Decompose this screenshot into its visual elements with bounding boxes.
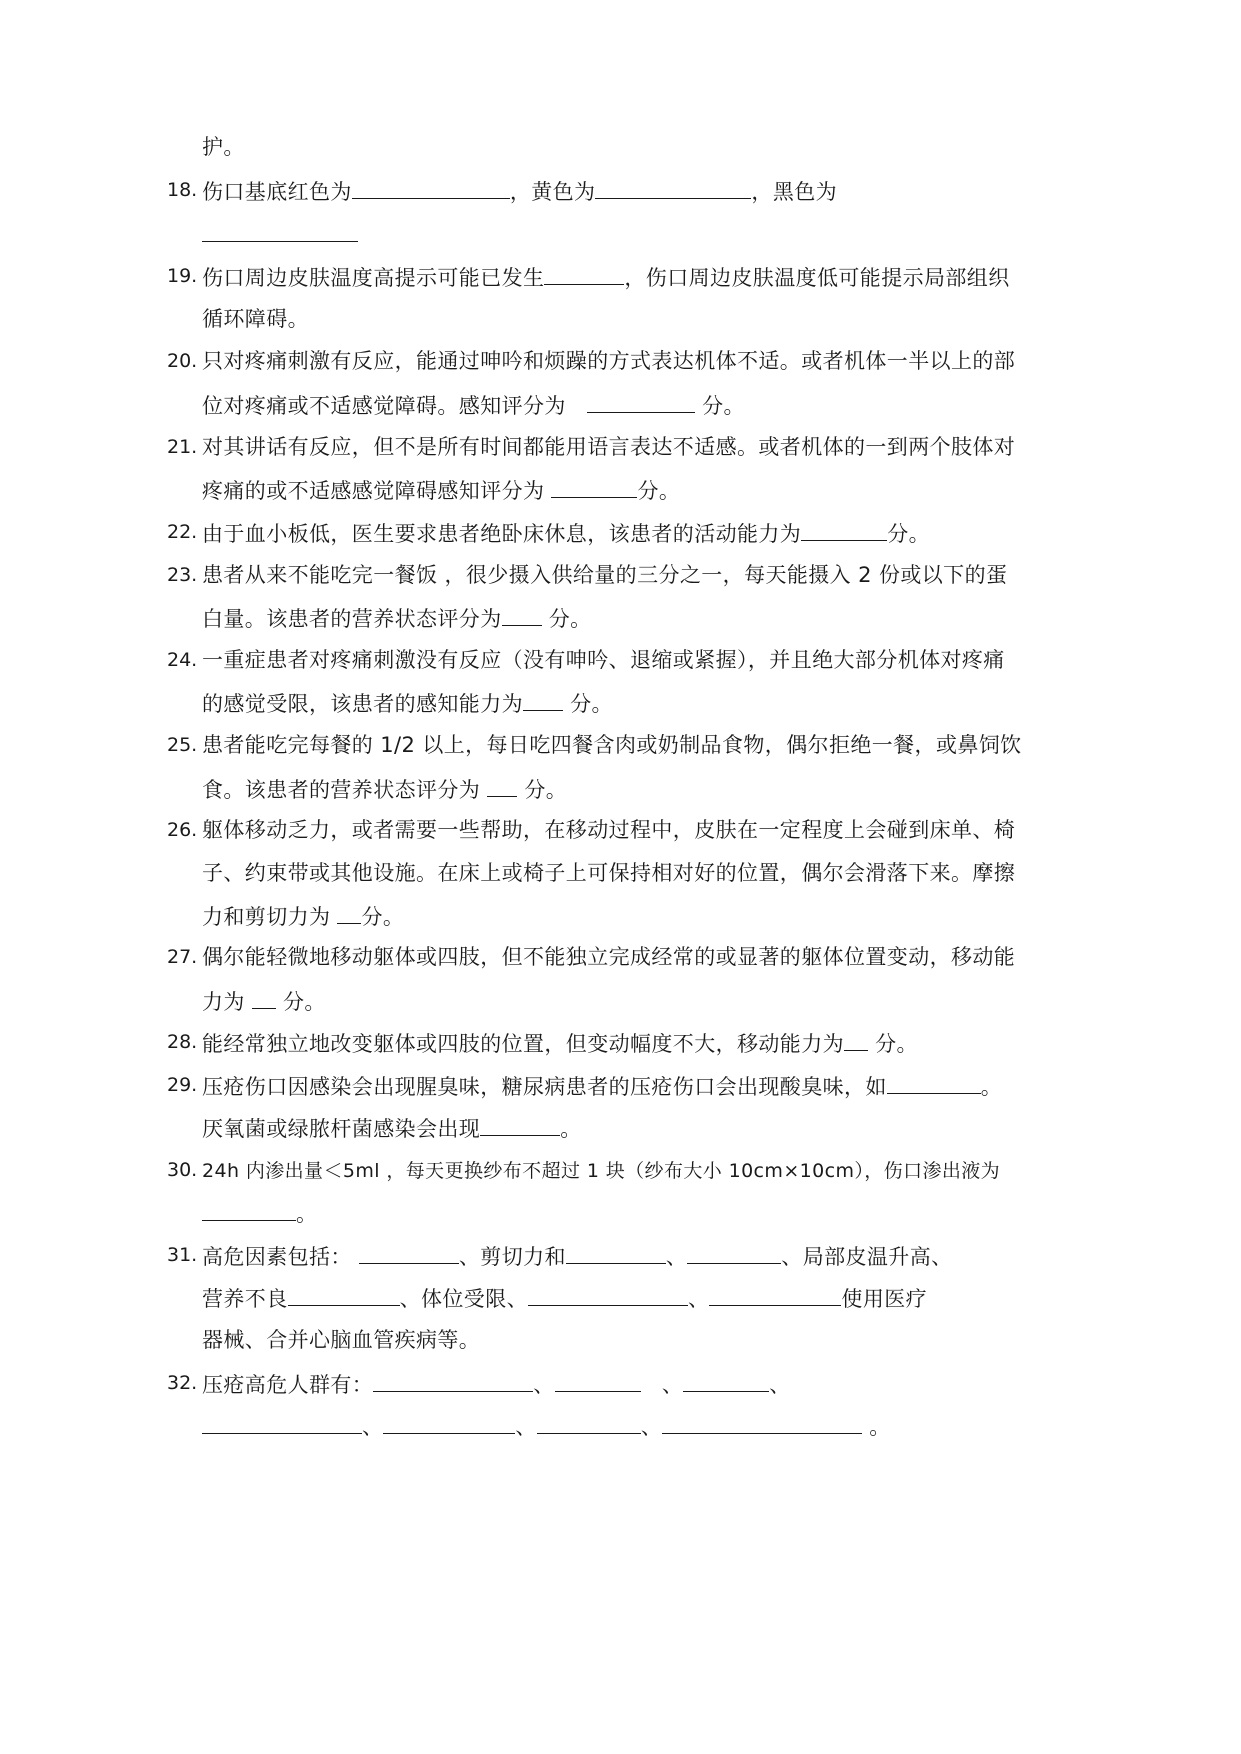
q29-text-2: 。 <box>980 1075 1003 1099</box>
answer-blank[interactable] <box>523 688 563 711</box>
q21-text-1: 对其讲话有反应，但不是所有时间都能用语言表达不适感。或者机体的一到两个肢体对 <box>202 435 1016 459</box>
q31-text-4: 、局部皮温升高、 <box>781 1245 953 1269</box>
answer-blank[interactable] <box>487 774 517 797</box>
q23-text-1: 患者从来不能吃完一餐饭 ，很少摄入供给量的三分之一，每天能摄入 2 份或以下的蛋 <box>202 563 1008 587</box>
question-24-line-1 <box>202 646 1005 674</box>
question-number-26: 26. <box>167 819 198 841</box>
q32-text-4: 、 <box>769 1373 791 1397</box>
question-20-line-1 <box>202 347 1015 375</box>
q31-text-3: 、 <box>665 1245 688 1269</box>
question-26-line-1 <box>202 816 1015 844</box>
q25-text-3: 分。 <box>524 778 568 802</box>
answer-blank[interactable] <box>352 176 510 199</box>
question-number-20: 20. <box>167 350 198 372</box>
q30-text-2: 。 <box>296 1202 318 1226</box>
question-18-line-2 <box>202 219 358 249</box>
answer-blank[interactable] <box>587 390 695 413</box>
q19-text-2: ，伤口周边皮肤温度低可能提示局部组织 <box>624 266 1010 290</box>
q28-text-1: 能经常独立地改变躯体或四肢的位置，但变动幅度不大，移动能力为 <box>202 1032 844 1056</box>
question-number-23: 23. <box>167 564 198 586</box>
q32-text-1: 压疮高危人群有： <box>202 1373 374 1397</box>
q26-text-1: 躯体移动乏力，或者需要一些帮助，在移动过程中，皮肤在一定程度上会碰到床单、椅 <box>202 818 1016 842</box>
question-27-line-2 <box>202 986 326 1016</box>
q21-text-2: 疼痛的或不适感感觉障碍感知评分为 <box>202 479 545 503</box>
answer-blank[interactable] <box>373 1369 533 1392</box>
q27-text-1: 偶尔能轻微地移动躯体或四肢，但不能独立完成经常的或显著的躯体位置变动，移动能 <box>202 945 1016 969</box>
answer-blank[interactable] <box>709 1283 841 1306</box>
q31-text-5: 营养不良 <box>202 1287 288 1311</box>
q20-text-1: 只对疼痛刺激有反应，能通过呻吟和烦躁的方式表达机体不适。或者机体一半以上的部 <box>202 349 1016 373</box>
question-number-31: 31. <box>167 1244 198 1266</box>
q18-text-1: 伤口基底红色为 <box>202 180 352 204</box>
q29-text-3: 厌氧菌或绿脓杆菌感染会出现 <box>202 1117 481 1141</box>
answer-blank[interactable] <box>359 1241 459 1264</box>
q32-text-7: 、 <box>640 1415 663 1439</box>
answer-blank[interactable] <box>252 986 276 1009</box>
q23-text-2: 白量。该患者的营养状态评分为 <box>202 607 502 631</box>
q30-text-1: 24h 内渗出量＜5ml ，每天更换纱布不超过 1 块（纱布大小 10cm×10cm），伤口渗出液为 <box>202 1160 1001 1182</box>
question-number-19: 19. <box>167 265 198 287</box>
answer-blank[interactable] <box>537 1411 641 1434</box>
question-20-line-2 <box>202 390 745 420</box>
question-number-22: 22. <box>167 521 198 543</box>
q31-text-1: 高危因素包括： <box>202 1245 352 1269</box>
q24-text-3: 分。 <box>570 692 613 716</box>
question-23-line-1 <box>202 561 1007 589</box>
q26-text-2: 子、约束带或其他设施。在床上或椅子上可保持相对好的位置，偶尔会滑落下来。摩擦 <box>202 861 1016 885</box>
question-31-line-1 <box>202 1241 953 1271</box>
answer-blank[interactable] <box>683 1369 769 1392</box>
q20-text-2: 位对疼痛或不适感觉障碍。感知评分为 <box>202 394 566 418</box>
question-25-line-2 <box>202 774 567 804</box>
q23-text-3: 分。 <box>548 607 592 631</box>
answer-blank[interactable] <box>202 1198 296 1221</box>
question-number-18: 18. <box>167 179 198 201</box>
q27-text-3: 分。 <box>282 990 326 1014</box>
q32-text-6: 、 <box>515 1415 537 1439</box>
q26-text-4: 分。 <box>361 905 405 929</box>
answer-blank[interactable] <box>528 1283 688 1306</box>
question-25-line-1 <box>202 731 1022 759</box>
q31-text-6: 、体位受限、 <box>399 1287 529 1311</box>
answer-blank[interactable] <box>555 1369 641 1392</box>
q29-text-4: 。 <box>560 1117 582 1141</box>
q20-text-3: 分。 <box>702 394 745 418</box>
question-number-32: 32. <box>167 1372 198 1394</box>
question-27-line-1 <box>202 943 1015 971</box>
q22-text-2: 分。 <box>887 522 931 546</box>
answer-blank[interactable] <box>801 518 887 541</box>
question-26-line-3 <box>202 901 404 931</box>
question-29-line-2 <box>202 1113 582 1143</box>
q25-text-2: 食。该患者的营养状态评分为 <box>202 778 481 802</box>
q32-text-8: 。 <box>869 1415 891 1439</box>
question-29-line-1 <box>202 1071 1002 1101</box>
answer-blank[interactable] <box>502 603 542 626</box>
q31-text-7: 、 <box>688 1287 710 1311</box>
question-number-25: 25. <box>167 734 198 756</box>
q31-text-8: 使用医疗 <box>841 1287 928 1311</box>
q32-text-2: 、 <box>533 1373 555 1397</box>
answer-blank[interactable] <box>566 1241 666 1264</box>
question-number-30: 30. <box>167 1159 198 1181</box>
answer-blank[interactable] <box>687 1241 781 1264</box>
q19-text-1: 伤口周边皮肤温度高提示可能已发生 <box>202 266 545 290</box>
question-22-line-1 <box>202 518 930 548</box>
question-number-27: 27. <box>167 946 198 968</box>
question-28-line-1 <box>202 1028 918 1058</box>
answer-blank[interactable] <box>551 475 637 498</box>
q28-text-2: 分。 <box>875 1032 918 1056</box>
q18-text-3: ，黑色为 <box>751 180 838 204</box>
answer-blank[interactable] <box>202 1411 362 1434</box>
q29-text-1: 压疮伤口因感染会出现腥臭味，糖尿病患者的压疮伤口会出现酸臭味，如 <box>202 1075 887 1099</box>
question-24-line-2 <box>202 688 613 718</box>
q31-text-9: 器械、合并心脑血管疾病等。 <box>202 1328 481 1352</box>
question-21-line-1 <box>202 433 1015 461</box>
question-number-21: 21. <box>167 436 198 458</box>
question-31-line-2 <box>202 1283 927 1313</box>
answer-blank[interactable] <box>844 1028 868 1051</box>
question-number-29: 29. <box>167 1074 198 1096</box>
question-19-line-2 <box>202 305 309 333</box>
answer-blank[interactable] <box>662 1411 862 1434</box>
q19-text-3: 循环障碍。 <box>202 307 309 331</box>
q32-text-5: 、 <box>362 1415 384 1439</box>
question-31-line-3 <box>202 1326 480 1354</box>
question-30-line-2 <box>202 1198 317 1228</box>
answer-blank[interactable] <box>480 1113 560 1136</box>
question-30-line-1 <box>202 1156 1000 1185</box>
q18-text-2: ，黄色为 <box>509 180 596 204</box>
continuation-line <box>202 133 245 161</box>
q31-text-2: 、剪切力和 <box>458 1245 566 1269</box>
question-number-28: 28. <box>167 1031 198 1053</box>
question-32-line-2 <box>202 1411 891 1441</box>
question-21-line-2 <box>202 475 680 505</box>
answer-blank[interactable] <box>288 1283 400 1306</box>
answer-blank[interactable] <box>544 262 624 285</box>
question-32-line-1 <box>202 1369 791 1399</box>
answer-blank[interactable] <box>202 219 358 242</box>
question-26-line-2 <box>202 859 1015 887</box>
q26-text-3: 力和剪切力为 <box>202 905 331 929</box>
answer-blank[interactable] <box>887 1071 981 1094</box>
question-23-line-2 <box>202 603 592 633</box>
q24-text-2: 的感觉受限，该患者的感知能力为 <box>202 692 523 716</box>
q22-text-1: 由于血小板低，医生要求患者绝卧床休息，该患者的活动能力为 <box>202 522 802 546</box>
question-18-line-1 <box>202 176 837 206</box>
continuation-text: 护。 <box>202 135 245 159</box>
answer-blank[interactable] <box>595 176 751 199</box>
q32-text-3: 、 <box>661 1373 684 1397</box>
q27-text-2: 力为 <box>202 990 245 1014</box>
q21-text-3: 分。 <box>637 479 681 503</box>
question-number-24: 24. <box>167 649 198 671</box>
q25-text-1: 患者能吃完每餐的 1/2 以上，每日吃四餐含肉或奶制品食物，偶尔拒绝一餐，或鼻饲饮 <box>202 733 1022 757</box>
answer-blank[interactable] <box>337 901 361 924</box>
question-19-line-1 <box>202 262 1010 292</box>
q24-text-1: 一重症患者对疼痛刺激没有反应（没有呻吟、退缩或紧握），并且绝大部分机体对疼痛 <box>202 648 1005 672</box>
answer-blank[interactable] <box>383 1411 515 1434</box>
